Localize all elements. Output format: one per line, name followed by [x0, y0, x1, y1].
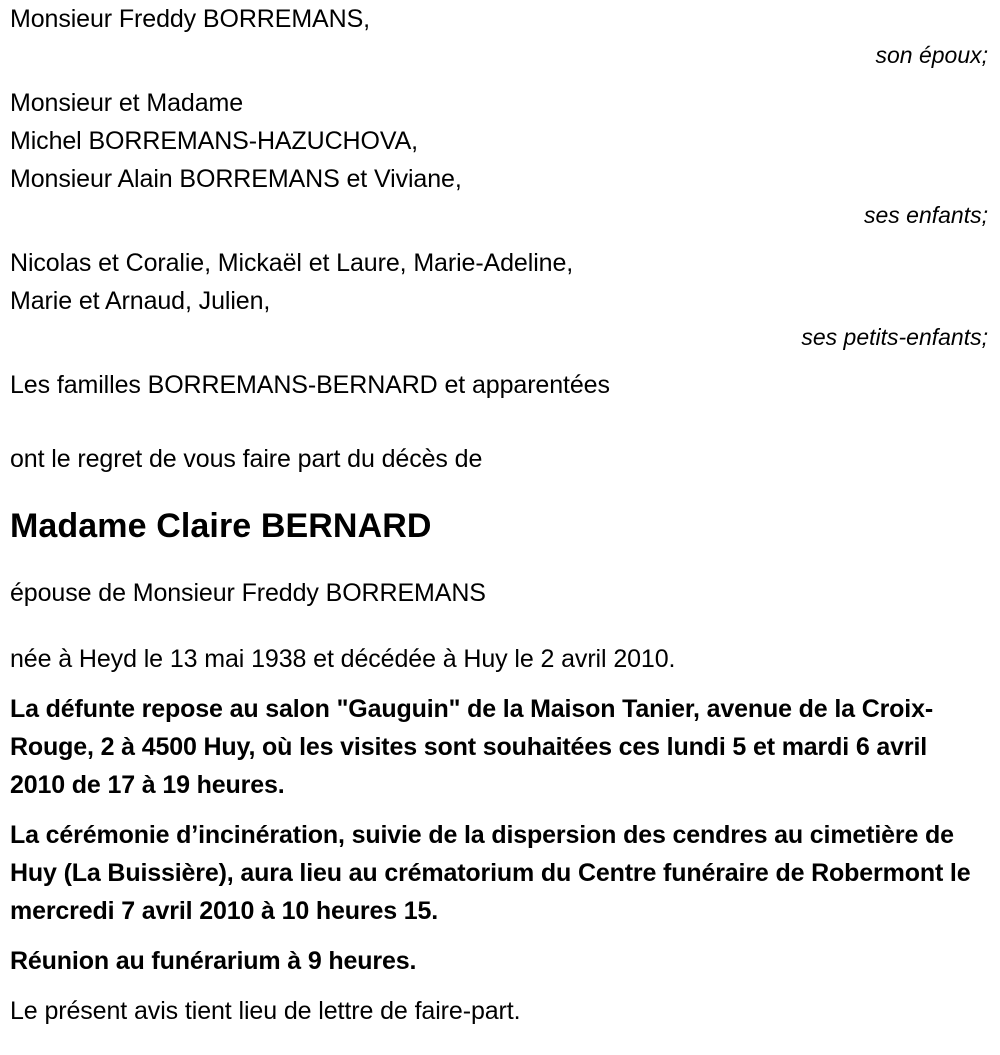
relation-label-children: ses enfants; [863, 202, 988, 228]
deceased-subtitle: épouse de Monsieur Freddy BORREMANS [10, 579, 486, 607]
relation-label-spouse: son époux; [875, 42, 988, 68]
survivor-name: Monsieur Alain BORREMANS et Viviane, [10, 165, 462, 193]
survivor-group-spouse [10, 0, 990, 72]
survivor-group-children [10, 84, 990, 232]
spacer [10, 930, 990, 942]
survivor-name: Les familles BORREMANS-BERNARD et apparentées [10, 371, 610, 399]
spacer [10, 612, 990, 640]
survivor-name: Monsieur et Madame [10, 89, 244, 117]
birth-death-line: née à Heyd le 13 mai 1938 et décédée à Huy le 2 avril 2010. [10, 645, 676, 673]
spacer [10, 678, 990, 690]
spacer [10, 804, 990, 816]
announcement-intro: ont le regret de vous faire part du décès de [10, 445, 483, 473]
spacer [10, 980, 990, 992]
spacer [10, 478, 990, 506]
survivor-name: Marie et Arnaud, Julien, [10, 287, 271, 315]
deceased-name: Madame Claire BERNARD [10, 507, 432, 545]
spacer [10, 354, 990, 366]
spacer [10, 72, 990, 84]
survivor-name: Michel BORREMANS-HAZUCHOVA, [10, 127, 418, 155]
viewing-paragraph: La défunte repose au salon "Gauguin" de la Maison Tanier, avenue de la Croix-Rouge, 2 à 4500 Huy, où les visites sont souhaitées ces lundi 5 et mardi 6 avril 2010 de 17 à 19 heures. [10, 695, 934, 799]
survivor-group-families [10, 366, 990, 404]
spacer [10, 232, 990, 244]
gathering-paragraph: Réunion au funérarium à 9 heures. [10, 947, 417, 975]
survivor-name: Monsieur Freddy BORREMANS, [10, 5, 370, 33]
survivor-name: Nicolas et Coralie, Mickaël et Laure, Marie-Adeline, [10, 249, 574, 277]
ceremony-paragraph: La cérémonie d’incinération, suivie de la dispersion des cendres au cimetière de Huy (La Buissière), aura lieu au crématorium du Centre funéraire de Robermont le mercredi 7 avril 2010 à 10 heures 15. [10, 821, 971, 925]
spacer [10, 404, 990, 440]
relation-label-grandchildren: ses petits-enfants; [801, 324, 988, 350]
spacer [10, 546, 990, 574]
survivor-group-grandchildren [10, 244, 990, 354]
closing-paragraph: Le présent avis tient lieu de lettre de faire-part. [10, 997, 521, 1025]
